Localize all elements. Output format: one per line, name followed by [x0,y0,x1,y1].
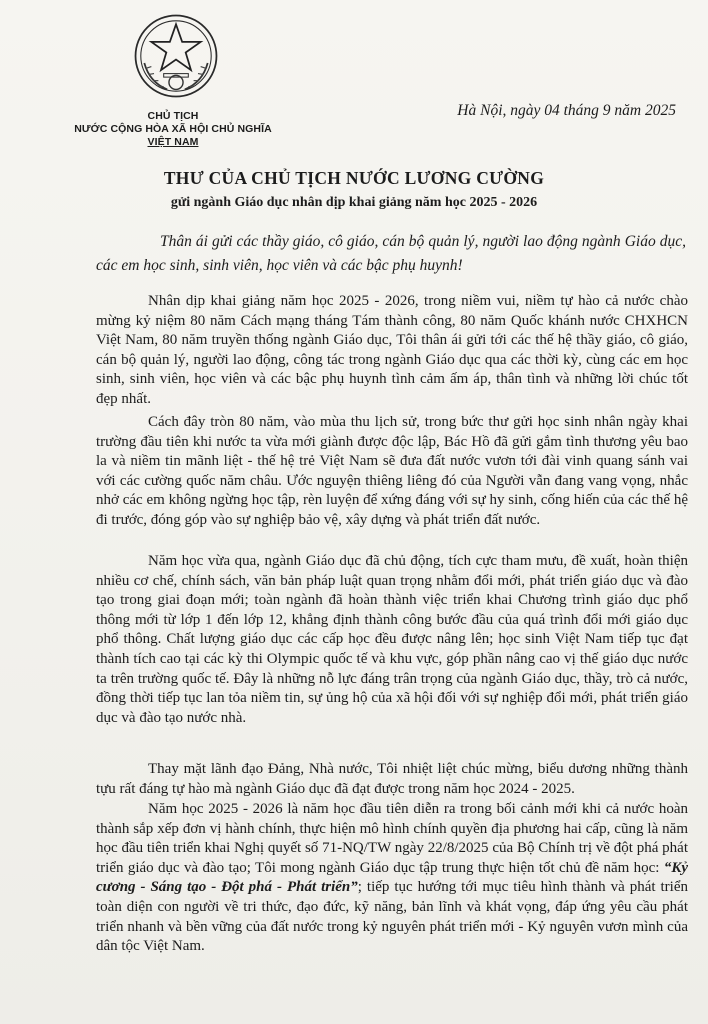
paragraph-2: Cách đây tròn 80 năm, vào mùa thu lịch sử, trong bức thư gửi học sinh nhân ngày khai trường đầu tiên khi nước ta vừa mới giành được độc lập, Bác Hồ đã gửi gắm tình thương yêu bao la và niềm tin mãnh liệt - thế hệ trẻ Việt Nam sẽ đưa đất nước vươn tới đài vinh quang sánh vai với các cường quốc năm châu. Ước nguyện thiêng liêng đó của Người vẫn đang vang vọng, nhắc nhở các em không ngừng học tập, rèn luyện để xứng đáng với sự hy sinh, cống hiến của các thế hệ đi trước, đóng góp vào sự nghiệp bảo vệ, xây dựng và phát triển đất nước. [96,414,688,528]
letter-title: THƯ CỦA CHỦ TỊCH NƯỚC LƯƠNG CƯỜNG [163,168,545,188]
paragraph-3: Năm học vừa qua, ngành Giáo dục đã chủ động, tích cực tham mưu, đề xuất, hoàn thiện nhiều cơ chế, chính sách, văn bản pháp luật quan trọng nhằm đổi mới, phát triển giáo dục và đào tạo trong giai đoạn mới; toàn ngành đã hoàn thành việc triển khai Chương trình giáo dục phổ thông mới từ lớp 1 đến lớp 12, khẳng định thành công bước đầu của quá trình đổi mới giáo dục phổ thông. Chất lượng giáo dục các cấp học đều được nâng lên; học sinh Việt Nam tiếp tục đạt thành tích cao tại các kỳ thi Olympic quốc tế và khu vực, góp phần nâng cao vị thế giáo dục nước ta trên trường quốc tế. Đây là những nỗ lực đáng trân trọng của ngành Giáo dục, thầy, trò cả nước, đồng thời tiếp tục lan tỏa niềm tin, sự ủng hộ của xã hội đối với sự nghiệp đổi mới, phát triển giáo dục và đào tạo nước nhà. [96,553,688,726]
national-emblem-icon [132,12,220,100]
paragraph-5-text-end: ; tiếp tục hướng tới mục tiêu hình thành và phát triển toàn diện con người về tri thức, đạo đức, kỹ năng, bản lĩnh và khát vọng, đáp ứng yêu cầu phát triển nhanh và bền vững của đất nước trong kỷ nguyên phát triển mới - Kỷ nguyên vươn mình của dân tộc Việt Nam. [96,879,688,955]
issuing-authority [28,110,318,149]
authority-country-name: VIỆT NAM [147,136,199,148]
paragraph-4: Thay mặt lãnh đạo Đảng, Nhà nước, Tôi nhiệt liệt chúc mừng, biểu dương những thành tựu rất đáng tự hào mà ngành Giáo dục đã đạt được trong năm học 2024 - 2025. [96,761,688,797]
school-year-motto: “Kỷ cương - Sáng tạo - Đột phá - Phát triển” [96,859,688,896]
greeting: Thân ái gửi các thầy giáo, cô giáo, cán bộ quản lý, người lao động ngành Giáo dục, các em học sinh, sinh viên, học viên và các bậc phụ huynh! [96,233,686,274]
paragraph-1: Nhân dịp khai giảng năm học 2025 - 2026, trong niềm vui, niềm tự hào cả nước chào mừng kỷ niệm 80 năm Cách mạng tháng Tám thành công, 80 năm Quốc khánh nước CHXHCN Việt Nam, 80 năm truyền thống ngành Giáo dục, Tôi thân ái gửi tới các thế hệ thầy giáo, cô giáo, cán bộ quản lý, người lao động, công tác trong ngành Giáo dục qua các thời kỳ, cùng các em học sinh, sinh viên, học viên và các bậc phụ huynh tình cảm ấm áp, thân tình và những lời chúc tốt đẹp nhất. [96,293,688,407]
authority-title: CHỦ TỊCH [147,110,199,122]
authority-country: NƯỚC CỘNG HÒA XÃ HỘI CHỦ NGHĨA [74,123,272,135]
paragraph-5-text: Năm học 2025 - 2026 là năm học đầu tiên diễn ra trong bối cảnh mới khi cả nước hoàn thành sắp xếp đơn vị hành chính, thực hiện mô hình chính quyền địa phương hai cấp, cũng là năm học đầu tiên triển khai Nghị quyết số 71-NQ/TW ngày 22/8/2025 của Bộ Chính trị về đột phá phát triển giáo dục và đào tạo; Tôi mong ngành Giáo dục tập trung thực hiện tốt chủ đề năm học: [96,801,688,876]
letter-subtitle: gửi ngành Giáo dục nhân dịp khai giảng năm học 2025 - 2026 [170,195,538,210]
paragraph-5 [96,800,688,957]
letter-date: Hà Nội, ngày 04 tháng 9 năm 2025 [457,102,676,119]
